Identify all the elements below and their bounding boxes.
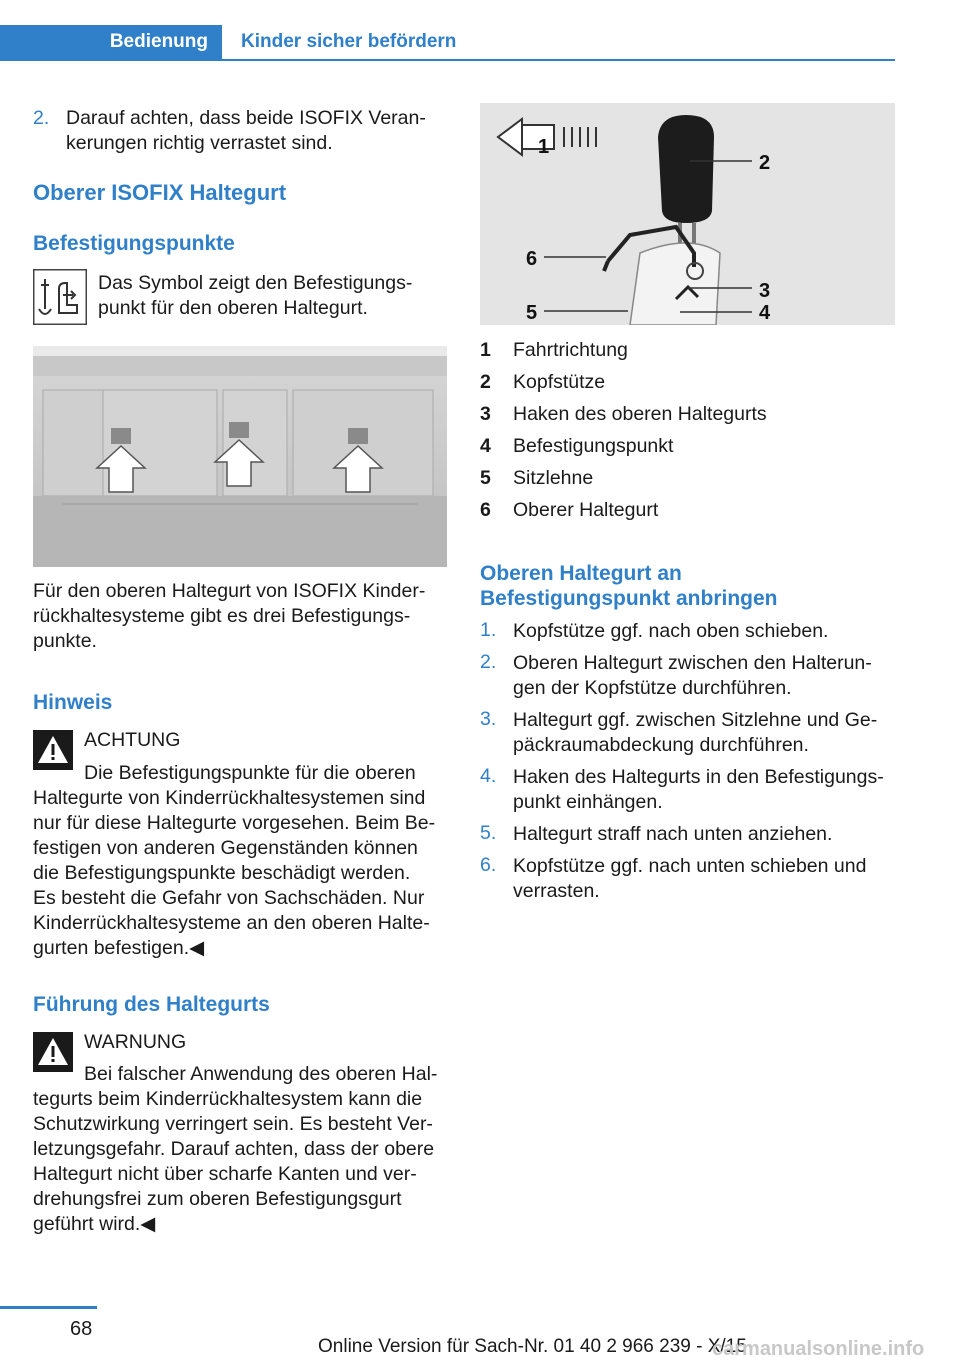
legend-number: 6	[480, 499, 491, 521]
achtung-text-first-line: Die Befestigungspunkte für die oberen	[84, 762, 416, 784]
trunk-anchor-points-photo	[33, 346, 447, 567]
footer-rule	[0, 1306, 97, 1309]
paragraph-drei-befestigungspunkte: Für den oberen Haltegurt von ISOFIX Kinder- rückhaltesysteme gibt es drei Befestigungs- punkte.	[33, 580, 426, 652]
legend-number: 1	[480, 339, 491, 361]
step-number: 5.	[480, 822, 497, 844]
tab-bedienung[interactable]: Bedienung	[0, 25, 222, 59]
callout-3: 3	[759, 280, 771, 302]
legend-number: 3	[480, 403, 491, 425]
callout-6: 6	[526, 248, 538, 270]
warnung-text-first-line: Bei falscher Anwendung des oberen Hal-	[84, 1063, 438, 1085]
heading-fuehrung-des-haltegurts: Führung des Haltegurts	[33, 993, 270, 1016]
warning-triangle-icon	[33, 1032, 73, 1072]
step-number: 4.	[480, 765, 497, 787]
legend-text: Kopfstütze	[513, 371, 606, 393]
step-text: Haltegurt ggf. zwischen Sitzlehne und Ge- päckraumabdeckung durchführen.	[513, 709, 878, 756]
legend-number: 5	[480, 467, 491, 489]
online-version-note: Online Version für Sach-Nr. 01 40 2 966 239 - X/15	[318, 1336, 747, 1357]
achtung-label: ACHTUNG	[84, 729, 181, 751]
legend-number: 2	[480, 371, 491, 393]
header-rule	[0, 59, 895, 61]
step-number: 2.	[33, 107, 50, 129]
legend-number: 4	[480, 435, 491, 457]
step-text: Kopfstütze ggf. nach oben schieben.	[513, 620, 829, 642]
legend-text: Sitzlehne	[513, 467, 594, 489]
step-number: 3.	[480, 708, 497, 730]
step-number: 2.	[480, 651, 497, 673]
tab-kinder-sicher-befoerdern[interactable]: Kinder sicher befördern	[241, 31, 457, 52]
callout-4: 4	[759, 302, 771, 324]
warnung-label: WARNUNG	[84, 1031, 187, 1053]
headrest-tether-diagram	[480, 103, 895, 325]
step-text: Oberen Haltegurt zwischen den Halterun- gen der Kopfstütze durchführen.	[513, 652, 872, 699]
isofix-anchor-symbol-icon	[33, 269, 87, 325]
legend-text: Haken des oberen Haltegurts	[513, 403, 767, 425]
step-text: Haltegurt straff nach unten anziehen.	[513, 823, 833, 845]
heading-oberer-isofix-haltegurt: Oberer ISOFIX Haltegurt	[33, 180, 287, 205]
legend-text: Fahrtrichtung	[513, 339, 628, 361]
step-text: Haken des Haltegurts in den Befestigungs- punkt einhängen.	[513, 766, 884, 813]
step-number: 6.	[480, 854, 497, 876]
legend-text: Oberer Haltegurt	[513, 499, 659, 521]
heading-hinweis: Hinweis	[33, 691, 113, 714]
step-text: Darauf achten, dass beide ISOFIX Veran- kerungen richtig verrastet sind.	[66, 107, 426, 154]
step-text: Kopfstütze ggf. nach unten schieben und verrasten.	[513, 855, 867, 902]
symbol-description: Das Symbol zeigt den Befestigungs- punkt für den oberen Haltegurt.	[98, 272, 413, 319]
legend-text: Befestigungspunkt	[513, 435, 674, 457]
step-number: 1.	[480, 619, 497, 641]
heading-befestigungspunkte: Befestigungspunkte	[33, 232, 235, 255]
callout-2: 2	[759, 152, 771, 174]
callout-1: 1	[538, 136, 550, 158]
warnung-text: tegurts beim Kinderrückhaltesystem kann die Schutzwirkung verringert sein. Es besteht Ver- letzungsgefahr. Darauf achten, dass der obere Haltegurt nicht über scharfe Kanten und ver- drehungsfrei zum oberen Befestigungsgurt geführt wird.◀	[33, 1088, 435, 1235]
callout-5: 5	[526, 302, 538, 324]
warning-triangle-icon	[33, 730, 73, 770]
achtung-text: Haltegurte von Kinderrückhaltesystemen sind nur für diese Haltegurte vorgesehen. Beim Be- festigen von anderen Gegenständen können die Befestigungspunkte beschädigt werden. Es besteht die Gefahr von Sachschäden. Nur Kinderrückhaltesysteme an den oberen Halte- gurten befestigen.◀	[33, 787, 436, 959]
watermark: carmanualsonline.info	[712, 1338, 925, 1360]
page-number: 68	[70, 1318, 93, 1340]
heading-oberen-haltegurt-anbringen: Oberen Haltegurt an Befestigungspunkt anbringen	[480, 562, 778, 610]
